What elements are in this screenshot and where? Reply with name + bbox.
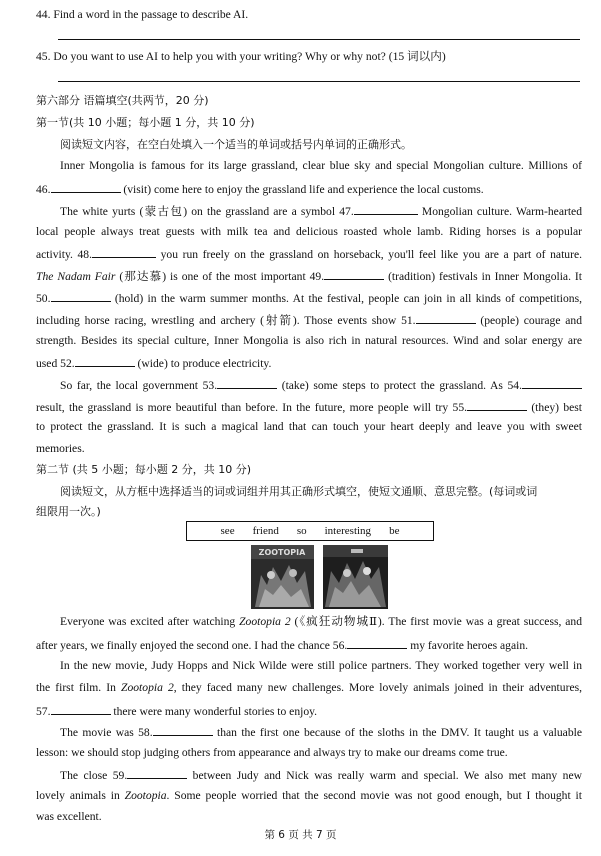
section1-heading: 第一节(共 10 小题；每小题 1 分，共 10 分) (36, 116, 255, 129)
p3-line3: to protect the grassland. It is such a magical land that can touch your heart deeply and leave you with sweet (36, 420, 582, 433)
section2-instruction-line1: 阅读短文，从方框中选择适当的词或词组并用其正确形式填空，使短文通顺、意思完整。(每词或词 (60, 485, 538, 498)
word-option: friend (252, 525, 279, 537)
blank-58[interactable] (153, 724, 213, 736)
word-option: see (220, 525, 235, 537)
section2-instruction-line2: 组限用一次。) (36, 505, 101, 518)
p3-line4: memories. (36, 442, 85, 455)
p6-line1: The movie was 58. than the first one because of the sloths in the DMV. It taught us a valuable (60, 726, 582, 739)
blank-48[interactable] (92, 246, 156, 258)
blank-53[interactable] (217, 377, 277, 389)
word-option: so (296, 525, 307, 537)
answer-line-45[interactable] (58, 81, 580, 82)
answer-line-44[interactable] (58, 39, 580, 40)
p2-line2: local people always treat guests with milk tea and delicious roasted whole lamb. Riding horses is a popular (36, 225, 582, 238)
p2-line6: including horse racing, wrestling and archery (射箭). Those events show 51. (people) courage and (36, 314, 582, 327)
section1-instruction: 阅读短文内容，在空白处填入一个适当的单词或括号内单词的正确形式。 (60, 138, 412, 151)
p4-line1: Everyone was excited after watching Zootopia 2 (《疯狂动物城Ⅱ). The first movie was a great success, and (60, 615, 582, 628)
question-44: 44. Find a word in the passage to describe AI. (36, 8, 249, 21)
p5-line3: 57. there were many wonderful stories to enjoy. (36, 705, 318, 718)
blank-47[interactable] (354, 203, 418, 215)
blank-59[interactable] (127, 767, 187, 779)
page-footer: 第 6 页 共 7 页 (264, 829, 337, 841)
p3-line2: result, the grassland is more beautiful than before. In the future, more people will try 55. (they) best (36, 401, 582, 414)
p7-line3: was excellent. (36, 810, 102, 823)
p5-line1: In the new movie, Judy Hopps and Nick Wilde were still police partners. They worked together very well in (60, 659, 582, 672)
p7-line1: The close 59. between Judy and Nick was really warm and special. We also met many new (60, 769, 582, 782)
p3-line1: So far, the local government 53. (take) some steps to protect the grassland. As 54. (60, 377, 582, 393)
p2-line5: 50. (hold) in the warm summer months. At the festival, people can join in all kinds of competitions, (36, 292, 582, 305)
section2-heading: 第二节 (共 5 小题；每小题 2 分，共 10 分) (36, 463, 252, 476)
question-45: 45. Do you want to use AI to help you with your writing? Why or why not? (15 词以内) (36, 50, 446, 63)
blank-54[interactable] (522, 377, 582, 389)
p7-line2: lovely animals in Zootopia. Some people worried that the second movie was not good enough, but I thought it (36, 789, 582, 802)
p4-line2: after years, we finally enjoyed the second one. I had the chance 56. my favorite heroes again. (36, 639, 529, 652)
p2-line7: strength. Besides its special culture, Inner Mongolia is also rich in natural resources. Wind and solar energy are (36, 334, 582, 347)
word-option: interesting (324, 525, 372, 537)
blank-57[interactable] (51, 703, 111, 715)
p2-line8: used 52. (wide) to produce electricity. (36, 357, 272, 370)
blank-55[interactable] (467, 399, 527, 411)
blank-49[interactable] (324, 268, 384, 280)
p5-line2: the first film. In Zootopia 2, they faced many new challenges. More lovely animals joined in their adventures, (36, 681, 582, 694)
p6-line2: lesson: we should stop judging others from appearance and always try to make our dreams come true. (36, 746, 508, 759)
blank-46[interactable] (51, 181, 121, 193)
zootopia-poster-image (251, 545, 314, 609)
p2-line4: The Nadam Fair (那达慕) is one of the most important 49. (tradition) festivals in Inner Mongolia. It (36, 270, 583, 283)
word-box (186, 521, 434, 541)
word-option: be (389, 525, 400, 537)
part6-heading: 第六部分 语篇填空(共两节，20 分) (36, 94, 209, 107)
blank-51[interactable] (416, 312, 476, 324)
svg-text:ZOOTOPIA: ZOOTOPIA (258, 548, 306, 557)
p1-line2: 46. (visit) come here to enjoy the grassland life and experience the local customs. (36, 183, 484, 196)
p2-line3: activity. 48. you run freely on the grassland on horseback, you'll feel like you are a part of nature. (36, 248, 582, 261)
blank-56[interactable] (347, 637, 407, 649)
p2-line1: The white yurts (蒙古包) on the grassland are a symbol 47. Mongolian culture. Warm-hearted (60, 205, 582, 218)
blank-50[interactable] (51, 290, 111, 302)
blank-52[interactable] (75, 355, 135, 367)
p1-line1: Inner Mongolia is famous for its large grassland, clear blue sky and special Mongolian culture. Millions of (60, 159, 582, 172)
zootopia2-poster-image (323, 545, 388, 609)
